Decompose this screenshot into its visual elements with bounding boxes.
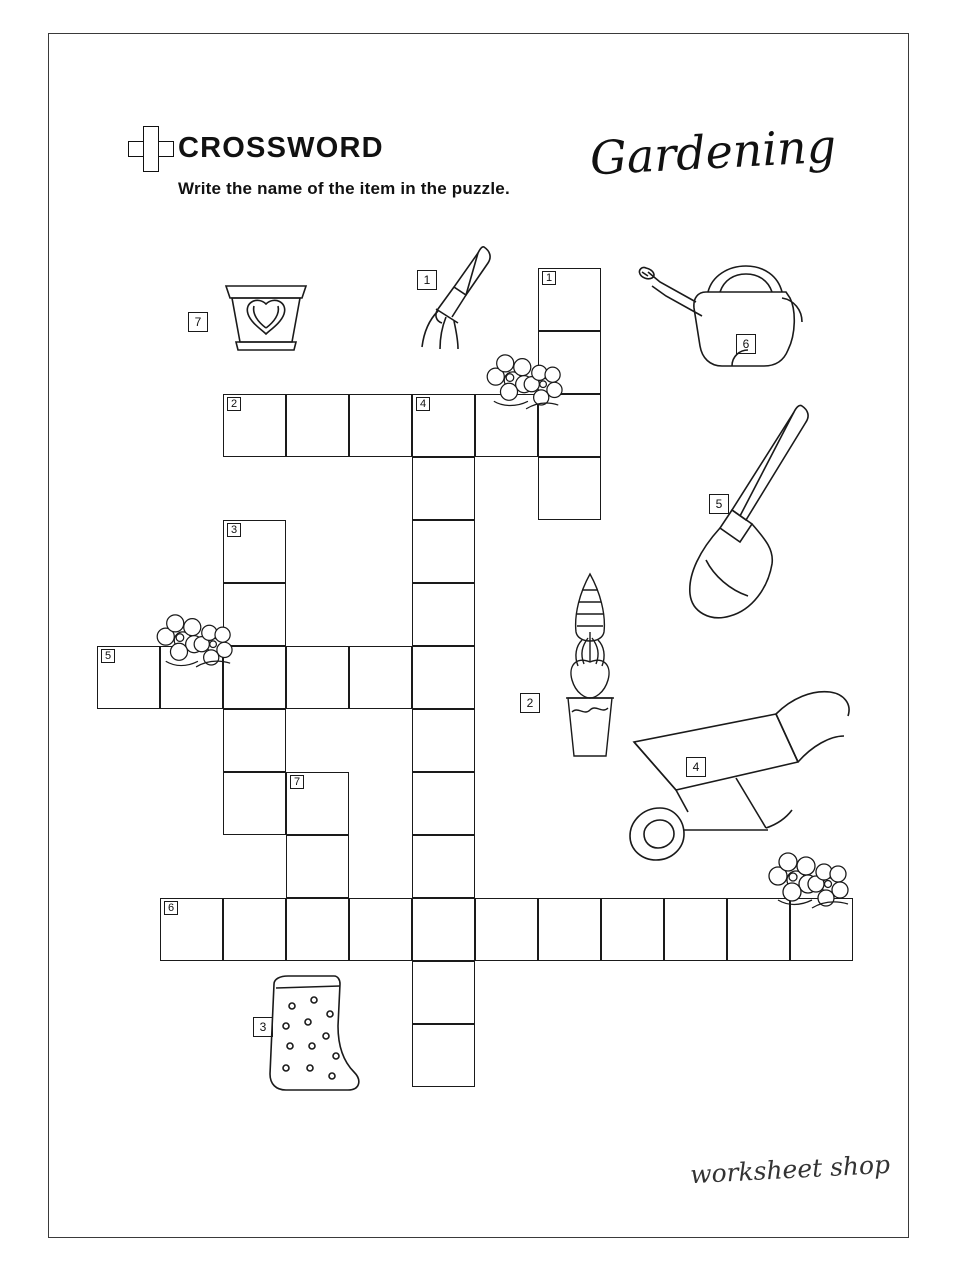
clue-number-badge: 5 bbox=[709, 494, 729, 514]
cell-number: 4 bbox=[416, 397, 430, 411]
garden-fork-icon bbox=[414, 243, 500, 359]
cell-number: 1 bbox=[542, 271, 556, 285]
flower-pot-icon bbox=[218, 276, 314, 356]
cell-number: 2 bbox=[227, 397, 241, 411]
flower-cluster-icon bbox=[766, 850, 856, 926]
flower-cluster-icon bbox=[154, 612, 240, 684]
cell-number: 7 bbox=[290, 775, 304, 789]
rain-boot-icon bbox=[252, 970, 368, 1096]
clue-number-badge: 2 bbox=[520, 693, 540, 713]
clue-number-badge: 6 bbox=[736, 334, 756, 354]
theme-title: Gardening bbox=[588, 118, 838, 186]
clue-number-badge: 7 bbox=[188, 312, 208, 332]
clue-number-badge: 4 bbox=[686, 757, 706, 777]
clue-number-badge: 1 bbox=[417, 270, 437, 290]
instructions-text: Write the name of the item in the puzzle. bbox=[178, 179, 510, 198]
cell-number: 3 bbox=[227, 523, 241, 537]
page-title: CROSSWORD bbox=[178, 132, 384, 164]
clue-number-badge: 3 bbox=[253, 1017, 273, 1037]
watermark-text: worksheet shop bbox=[689, 1149, 891, 1190]
shovel-icon bbox=[676, 400, 816, 626]
cell-number: 5 bbox=[101, 649, 115, 663]
watering-can-icon bbox=[636, 252, 808, 376]
cell-number: 6 bbox=[164, 901, 178, 915]
flower-cluster-icon bbox=[484, 352, 570, 424]
wheelbarrow-icon bbox=[616, 678, 856, 864]
